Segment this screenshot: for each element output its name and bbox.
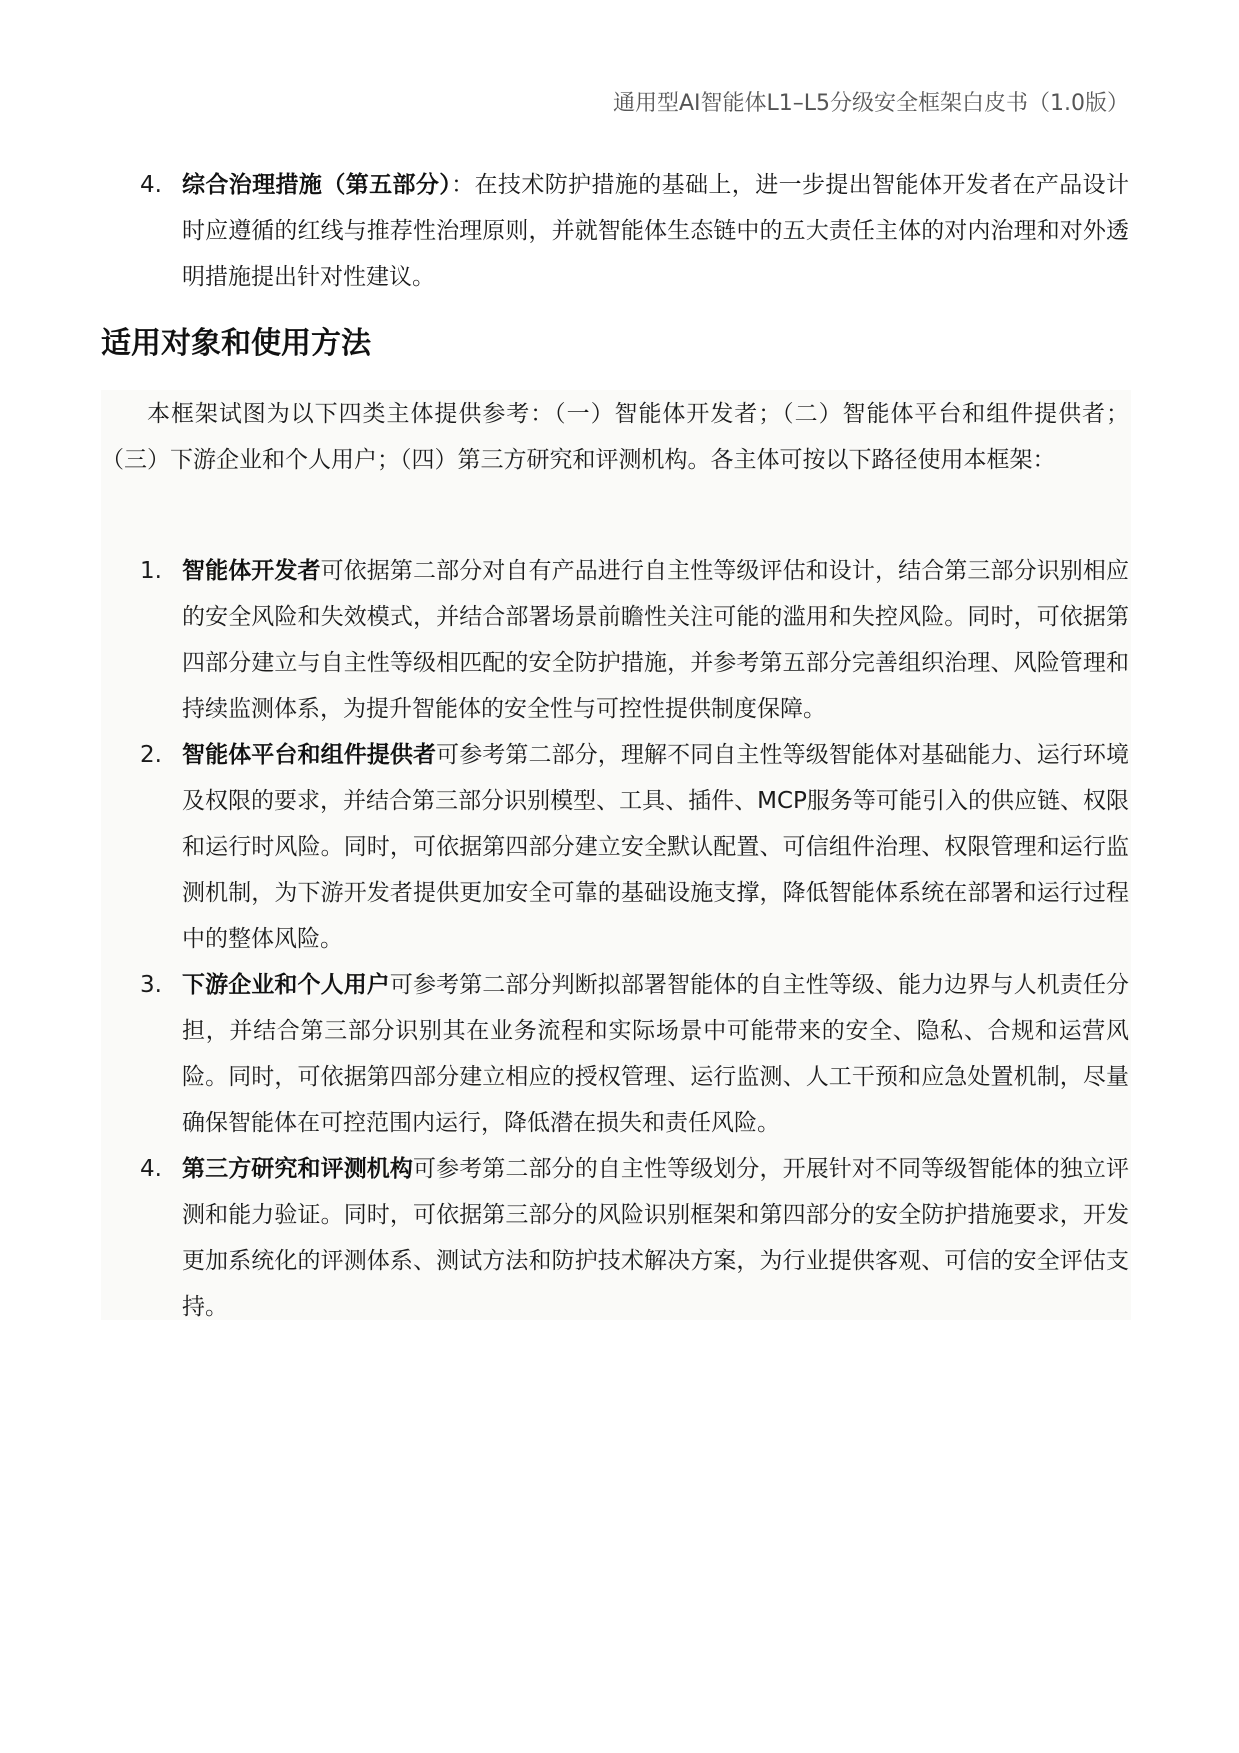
section-heading: 适用对象和使用方法: [101, 326, 371, 361]
list-item-bold-lead: 智能体平台和组件提供者: [182, 742, 437, 768]
list-item-bold-lead: 综合治理措施（第五部分）: [182, 172, 452, 198]
list-item-number: 4.: [140, 1156, 162, 1182]
list-item-text: 可依据第二部分对自有产品进行自主性等级评估和设计，结合第三部分识别相应的安全风险和失效模式，并结合部署场景前瞻性关注可能的滥用和失控风险。同时，可依据第四部分建立与自主性等级相匹配的安全防护措施，并参考第五部分完善组织治理、风险管理和持续监测体系，为提升智能体的安全性与可控性提供制度保障。: [182, 558, 1130, 722]
list-item-number: 4.: [140, 172, 162, 198]
list-item: [0, 1146, 1239, 1330]
list-item-number: 1.: [140, 558, 162, 584]
running-header: 通用型AI智能体L1–L5分级安全框架白皮书（1.0版）: [612, 91, 1129, 116]
list-item-text: 可参考第二部分判断拟部署智能体的自主性等级、能力边界与人机责任分担，并结合第三部分识别其在业务流程和实际场景中可能带来的安全、隐私、合规和运营风险。同时，可依据第四部分建立相应的授权管理、运行监测、人工干预和应急处置机制，尽量确保智能体在可控范围内运行，降低潜在损失和责任风险。: [182, 972, 1130, 1136]
list-item-text: ：在技术防护措施的基础上，进一步提出智能体开发者在产品设计时应遵循的红线与推荐性治理原则，并就智能体生态链中的五大责任主体的对内治理和对外透明措施提出针对性建议。: [182, 172, 1130, 290]
list-item: [0, 962, 1239, 1146]
list-item-number: 2.: [140, 742, 162, 768]
usage-path-list: [0, 548, 1239, 1330]
list-item-bold-lead: 第三方研究和评测机构: [182, 1156, 413, 1182]
section-intro: 本框架试图为以下四类主体提供参考：（一）智能体开发者；（二）智能体平台和组件提供者；（三）下游企业和个人用户；（四）第三方研究和评测机构。各主体可按以下路径使用本框架：: [101, 401, 1129, 473]
list-item-text: 可参考第二部分的自主性等级划分，开展针对不同等级智能体的独立评测和能力验证。同时，可依据第三部分的风险识别框架和第四部分的安全防护措施要求，开发更加系统化的评测体系、测试方法和防护技术解决方案，为行业提供客观、可信的安全评估支持。: [182, 1156, 1130, 1320]
list-item-number: 3.: [140, 972, 162, 998]
list-item-bold-lead: 下游企业和个人用户: [182, 972, 390, 998]
list-item: [0, 732, 1239, 962]
list-item: [0, 162, 1239, 300]
list-item-bold-lead: 智能体开发者: [182, 558, 321, 584]
governance-item-list: [0, 162, 1239, 300]
list-item-text: 可参考第二部分，理解不同自主性等级智能体对基础能力、运行环境及权限的要求，并结合第三部分识别模型、工具、插件、MCP服务等可能引入的供应链、权限和运行时风险。同时，可依据第四部分建立安全默认配置、可信组件治理、权限管理和运行监测机制，为下游开发者提供更加安全可靠的基础设施支撑，降低智能体系统在部署和运行过程中的整体风险。: [182, 742, 1130, 952]
list-item: [0, 548, 1239, 732]
